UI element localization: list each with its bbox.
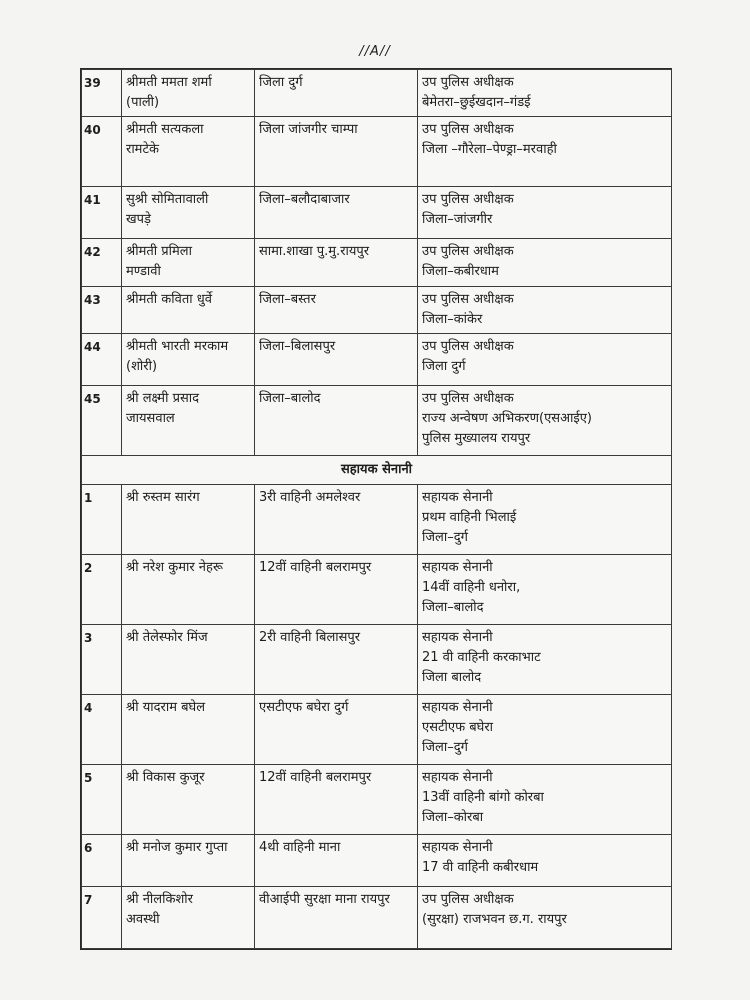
current-posting-line: वीआईपी सुरक्षा माना रायपुर	[259, 892, 390, 907]
transfer-list-table	[80, 68, 672, 950]
officer-name-cell	[122, 117, 255, 187]
new-posting-cell	[418, 117, 672, 187]
current-posting-cell	[255, 239, 418, 287]
current-posting-cell	[255, 386, 418, 456]
officer-name-line: श्री नीलकिशोर	[126, 892, 193, 907]
new-posting-line: जिला –गौरेला–पेण्ड्रा–मरवाही	[422, 142, 557, 157]
new-posting-line: सहायक सेनानी	[422, 490, 493, 505]
officer-name-line: श्री नरेश कुमार नेहरू	[126, 560, 224, 575]
current-posting-cell	[255, 625, 418, 695]
serial-number: 39	[82, 70, 122, 117]
officer-name-cell	[122, 887, 255, 949]
table-row	[82, 765, 672, 835]
officer-name-cell	[122, 287, 255, 334]
table-row	[82, 334, 672, 386]
officer-name-line: खपड़े	[126, 212, 151, 227]
table-row	[82, 239, 672, 287]
current-posting-line: जिला–बिलासपुर	[259, 339, 336, 354]
new-posting-line: सहायक सेनानी	[422, 560, 493, 575]
new-posting-cell	[418, 187, 672, 239]
new-posting-cell	[418, 555, 672, 625]
current-posting-cell	[255, 187, 418, 239]
table-row	[82, 485, 672, 555]
officer-name-cell	[122, 625, 255, 695]
new-posting-line: एसटीएफ बघेरा	[422, 720, 494, 735]
new-posting-line: उप पुलिस अधीक्षक	[422, 292, 514, 307]
new-posting-line: उप पुलिस अधीक्षक	[422, 192, 514, 207]
officer-name-line: (पाली)	[126, 95, 160, 110]
serial-number: 2	[82, 555, 122, 625]
new-posting-line: सहायक सेनानी	[422, 700, 493, 715]
serial-number: 45	[82, 386, 122, 456]
new-posting-line: जिला–दुर्ग	[422, 740, 468, 755]
serial-number: 1	[82, 485, 122, 555]
officer-name-cell	[122, 695, 255, 765]
officer-name-cell	[122, 239, 255, 287]
section-heading-row	[82, 456, 672, 485]
serial-number: 6	[82, 835, 122, 887]
new-posting-cell	[418, 887, 672, 949]
current-posting-line: जिला जांजगीर चाम्पा	[259, 122, 358, 137]
serial-number: 44	[82, 334, 122, 386]
officer-name-line: श्रीमती प्रमिला	[126, 244, 192, 259]
new-posting-line: सहायक सेनानी	[422, 630, 493, 645]
new-posting-line: सहायक सेनानी	[422, 840, 493, 855]
table-row	[82, 117, 672, 187]
new-posting-cell	[418, 386, 672, 456]
current-posting-line: जिला दुर्ग	[259, 75, 303, 90]
new-posting-line: जिला–जांजगीर	[422, 212, 493, 227]
new-posting-line: उप पुलिस अधीक्षक	[422, 244, 514, 259]
section-heading: सहायक सेनानी	[82, 456, 672, 485]
new-posting-cell	[418, 239, 672, 287]
new-posting-line: पुलिस मुख्यालय रायपुर	[422, 431, 531, 446]
officer-name-line: श्रीमती भारती मरकाम	[126, 339, 229, 354]
officer-name-line: श्री यादराम बघेल	[126, 700, 206, 715]
current-posting-line: 12वीं वाहिनी बलरामपुर	[259, 770, 372, 785]
table-row	[82, 695, 672, 765]
new-posting-cell	[418, 334, 672, 386]
current-posting-cell	[255, 695, 418, 765]
serial-number: 5	[82, 765, 122, 835]
serial-number: 7	[82, 887, 122, 949]
current-posting-line: जिला–बलौदाबाजार	[259, 192, 350, 207]
new-posting-cell	[418, 695, 672, 765]
table-row	[82, 887, 672, 949]
serial-number: 40	[82, 117, 122, 187]
current-posting-line: सामा.शाखा पु.मु.रायपुर	[259, 244, 370, 259]
new-posting-cell	[418, 287, 672, 334]
officer-name-line: जायसवाल	[126, 411, 175, 426]
current-posting-cell	[255, 334, 418, 386]
page-marker: //A//	[359, 44, 391, 59]
officer-name-cell	[122, 765, 255, 835]
officer-name-cell	[122, 334, 255, 386]
table-row	[82, 287, 672, 334]
table-row	[82, 625, 672, 695]
table-row	[82, 835, 672, 887]
officer-name-line: (शोरी)	[126, 359, 158, 374]
new-posting-line: प्रथम वाहिनी भिलाई	[422, 510, 517, 525]
new-posting-line: जिला दुर्ग	[422, 359, 466, 374]
new-posting-line: बेमेतरा–छुईखदान–गंडई	[422, 95, 531, 110]
current-posting-cell	[255, 835, 418, 887]
new-posting-cell	[418, 485, 672, 555]
new-posting-line: जिला–बालोद	[422, 600, 484, 615]
officer-name-cell	[122, 70, 255, 117]
table-body-assistant-commandant	[82, 485, 672, 949]
serial-number: 43	[82, 287, 122, 334]
new-posting-line: जिला बालोद	[422, 670, 482, 685]
officer-name-line: श्री तेलेस्फोर मिंज	[126, 630, 208, 645]
new-posting-cell	[418, 625, 672, 695]
new-posting-line: 13वीं वाहिनी बांगो कोरबा	[422, 790, 544, 805]
officer-name-line: श्री रुस्तम सारंग	[126, 490, 200, 505]
new-posting-line: उप पुलिस अधीक्षक	[422, 339, 514, 354]
current-posting-cell	[255, 765, 418, 835]
new-posting-line: 17 वी वाहिनी कबीरधाम	[422, 860, 539, 875]
new-posting-line: राज्य अन्वेषण अभिकरण(एसआईए)	[422, 411, 593, 426]
officer-name-cell	[122, 555, 255, 625]
officer-name-line: श्रीमती सत्यकला	[126, 122, 204, 137]
current-posting-cell	[255, 70, 418, 117]
current-posting-line: एसटीएफ बघेरा दुर्ग	[259, 700, 349, 715]
new-posting-line: (सुरक्षा) राजभवन छ.ग. रायपुर	[422, 912, 567, 927]
current-posting-cell	[255, 485, 418, 555]
new-posting-cell	[418, 835, 672, 887]
serial-number: 41	[82, 187, 122, 239]
current-posting-line: 3री वाहिनी अमलेश्वर	[259, 490, 361, 505]
officer-name-cell	[122, 835, 255, 887]
new-posting-line: उप पुलिस अधीक्षक	[422, 892, 514, 907]
officer-name-line: श्री लक्ष्मी प्रसाद	[126, 391, 200, 406]
current-posting-line: 2री वाहिनी बिलासपुर	[259, 630, 361, 645]
table-row	[82, 386, 672, 456]
current-posting-cell	[255, 887, 418, 949]
new-posting-line: जिला–कांकेर	[422, 312, 483, 327]
current-posting-cell	[255, 287, 418, 334]
current-posting-line: 4थी वाहिनी माना	[259, 840, 341, 855]
current-posting-cell	[255, 555, 418, 625]
officer-name-line: श्रीमती ममता शर्मा	[126, 75, 212, 90]
new-posting-line: जिला–कबीरधाम	[422, 264, 499, 279]
new-posting-line: सहायक सेनानी	[422, 770, 493, 785]
serial-number: 42	[82, 239, 122, 287]
new-posting-line: उप पुलिस अधीक्षक	[422, 391, 514, 406]
officer-name-line: श्री विकास कुजूर	[126, 770, 205, 785]
new-posting-line: उप पुलिस अधीक्षक	[422, 75, 514, 90]
officer-name-cell	[122, 187, 255, 239]
new-posting-line: 21 वी वाहिनी करकाभाट	[422, 650, 541, 665]
table-row	[82, 555, 672, 625]
new-posting-line: उप पुलिस अधीक्षक	[422, 122, 514, 137]
officer-name-line: रामटेके	[126, 142, 159, 157]
new-posting-line: 14वीं वाहिनी धनोरा,	[422, 580, 521, 595]
current-posting-line: 12वीं वाहिनी बलरामपुर	[259, 560, 372, 575]
current-posting-line: जिला–बस्तर	[259, 292, 316, 307]
officer-name-line: मण्डावी	[126, 264, 161, 279]
officer-name-cell	[122, 485, 255, 555]
current-posting-line: जिला–बालोद	[259, 391, 321, 406]
new-posting-line: जिला–कोरबा	[422, 810, 484, 825]
officer-name-line: सुश्री सोमितावाली	[126, 192, 209, 207]
current-posting-cell	[255, 117, 418, 187]
officer-name-cell	[122, 386, 255, 456]
serial-number: 3	[82, 625, 122, 695]
table-row	[82, 70, 672, 117]
table-row	[82, 187, 672, 239]
table-body-dsp	[82, 70, 672, 456]
officer-name-line: श्रीमती कविता धुर्वे	[126, 292, 212, 307]
officer-name-line: श्री मनोज कुमार गुप्ता	[126, 840, 228, 855]
officer-name-line: अवस्थी	[126, 912, 160, 927]
new-posting-cell	[418, 765, 672, 835]
new-posting-line: जिला–दुर्ग	[422, 530, 468, 545]
new-posting-cell	[418, 70, 672, 117]
serial-number: 4	[82, 695, 122, 765]
